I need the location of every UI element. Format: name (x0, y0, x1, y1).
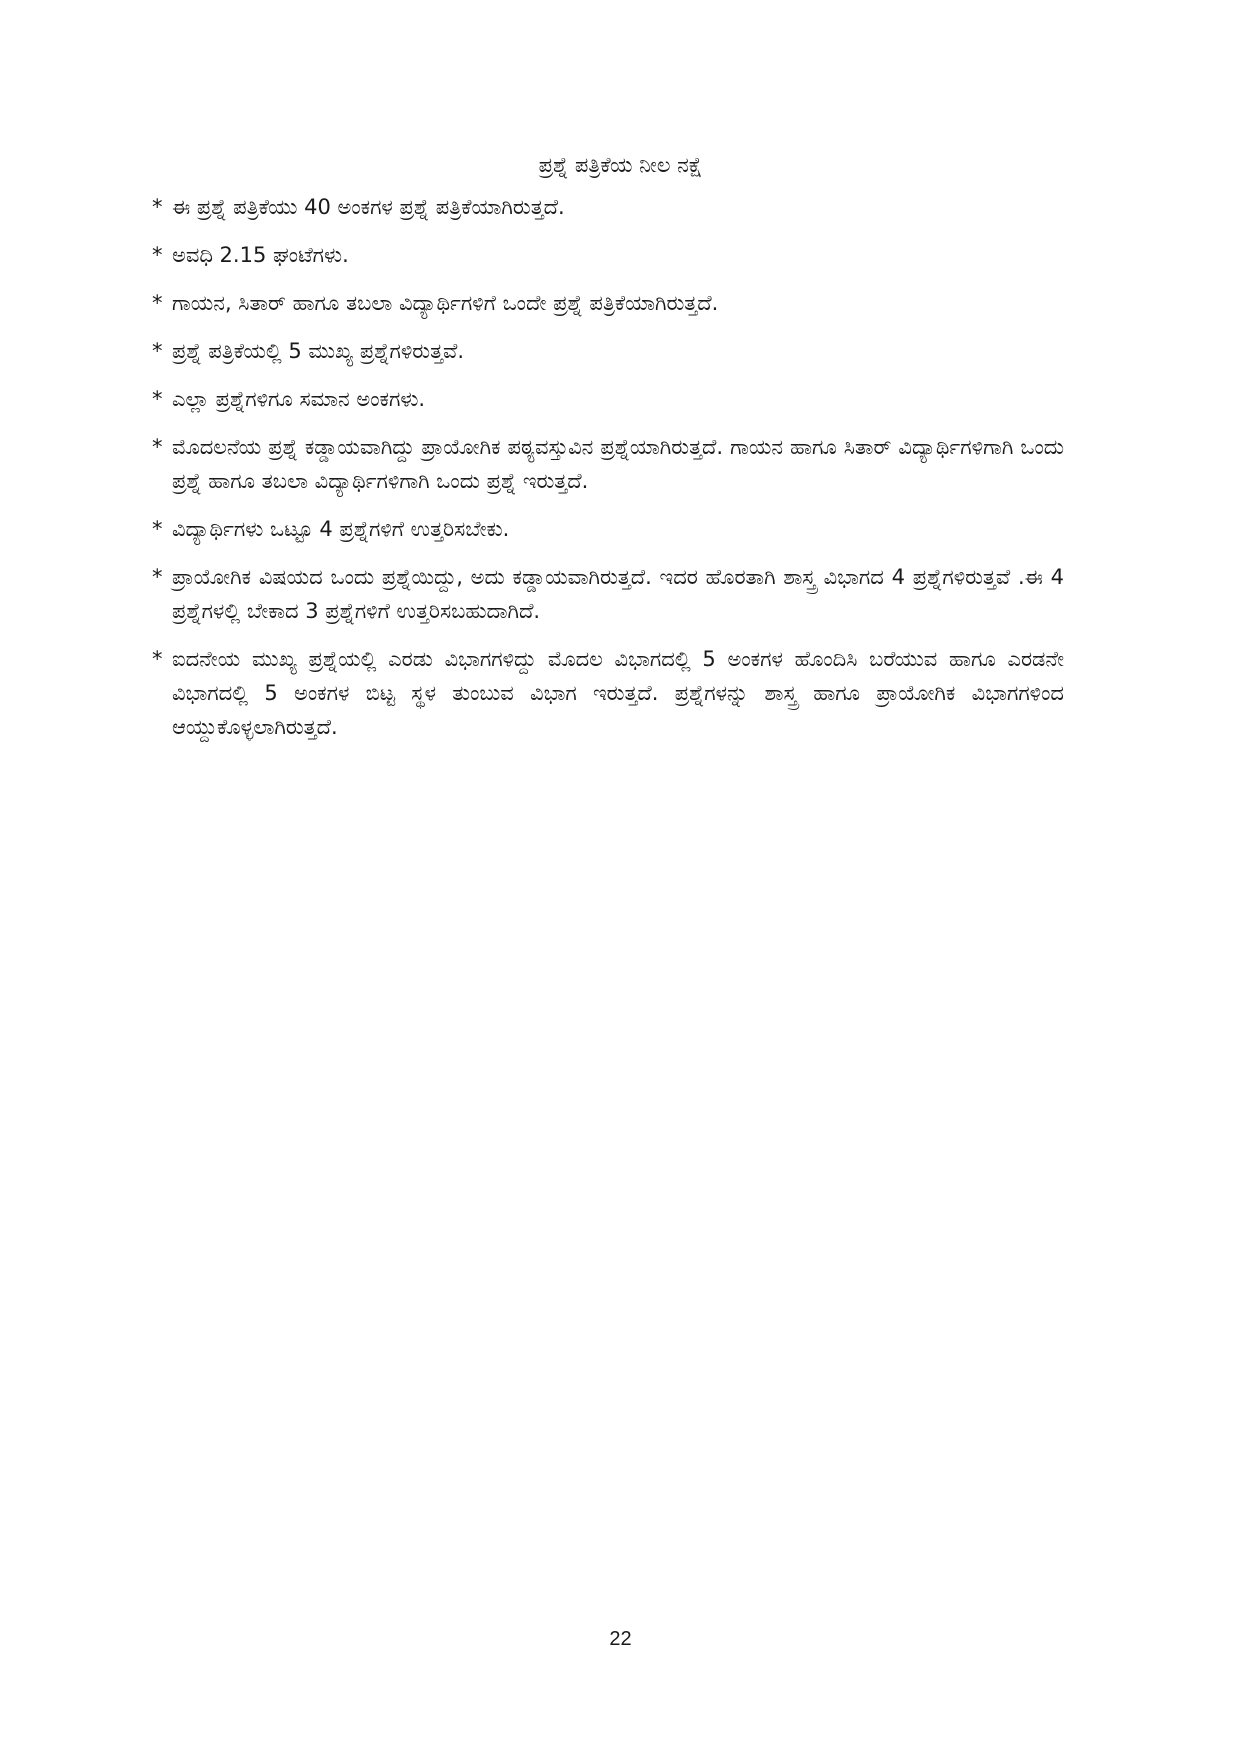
list-item-text: ಐದನೇಯ ಮುಖ್ಯ ಪ್ರಶ್ನೆಯಲ್ಲಿ ಎರಡು ವಿಭಾಗಗಳಿದ್ದು ಮೊದಲ ವಿಭಾಗದಲ್ಲಿ 5 ಅಂಕಗಳ ಹೊಂದಿಸಿ ಬರೆಯುವ ಹಾಗೂ ಎರಡನೇ ವಿಭಾಗದಲ್ಲಿ 5 ಅಂಕಗಳ ಬಿಟ್ಟ ಸ್ಥಳ ತುಂಬುವ ವಿಭಾಗ ಇರುತ್ತದೆ. ಪ್ರಶ್ನೆಗಳನ್ನು ಶಾಸ್ತ್ರ ಹಾಗೂ ಪ್ರಾಯೋಗಿಕ ವಿಭಾಗಗಳಿಂದ ಆಯ್ದುಕೊಳ್ಳಲಾಗಿರುತ್ತದೆ. (172, 647, 1064, 739)
instruction-list (152, 190, 1064, 758)
list-item-text: ಮೊದಲನೆಯ ಪ್ರಶ್ನೆ ಕಡ್ಡಾಯವಾಗಿದ್ದು ಪ್ರಾಯೋಗಿಕ ಪಠ್ಯವಸ್ತುವಿನ ಪ್ರಶ್ನೆಯಾಗಿರುತ್ತದೆ. ಗಾಯನ ಹಾಗೂ ಸಿತಾರ್ ವಿದ್ಯಾರ್ಥಿಗಳಿಗಾಗಿ ಒಂದು ಪ್ರಶ್ನೆ ಹಾಗೂ ತಬಲಾ ವಿದ್ಯಾರ್ಥಿಗಳಿಗಾಗಿ ಒಂದು ಪ್ರಶ್ನೆ ಇರುತ್ತದೆ. (172, 435, 1064, 493)
list-item (152, 190, 1064, 224)
bullet-star: * (152, 517, 163, 541)
list-item (152, 642, 1064, 744)
list-item-text: ಪ್ರಶ್ನೆ ಪತ್ರಿಕೆಯಲ್ಲಿ 5 ಮುಖ್ಯ ಪ್ರಶ್ನೆಗಳಿರುತ್ತವೆ. (172, 339, 464, 363)
bullet-star: * (152, 243, 163, 267)
bullet-star: * (152, 291, 163, 315)
bullet-star: * (152, 339, 163, 363)
page-number: 22 (609, 1628, 632, 1650)
bullet-star: * (152, 387, 163, 411)
list-item (152, 382, 1064, 416)
bullet-star: * (152, 647, 163, 671)
list-item-text: ಅವಧಿ 2.15 ಘಂಟೆಗಳು. (172, 243, 349, 267)
bullet-star: * (152, 435, 163, 459)
list-item (152, 238, 1064, 272)
bullet-star: * (152, 565, 163, 589)
list-item-text: ಎಲ್ಲಾ ಪ್ರಶ್ನೆಗಳಿಗೂ ಸಮಾನ ಅಂಕಗಳು. (172, 387, 426, 411)
list-item-text: ಈ ಪ್ರಶ್ನೆ ಪತ್ರಿಕೆಯು 40 ಅಂಕಗಳ ಪ್ರಶ್ನೆ ಪತ್ರಿಕೆಯಾಗಿರುತ್ತದೆ. (172, 195, 565, 219)
list-item-text: ಪ್ರಾಯೋಗಿಕ ವಿಷಯದ ಒಂದು ಪ್ರಶ್ನೆಯಿದ್ದು, ಅದು ಕಡ್ಡಾಯವಾಗಿರುತ್ತದೆ. ಇದರ ಹೊರತಾಗಿ ಶಾಸ್ತ್ರ ವಿಭಾಗದ 4 ಪ್ರಶ್ನೆಗಳಿರುತ್ತವೆ .ಈ 4 ಪ್ರಶ್ನೆಗಳಲ್ಲಿ ಬೇಕಾದ 3 ಪ್ರಶ್ನೆಗಳಿಗೆ ಉತ್ತರಿಸಬಹುದಾಗಿದೆ. (172, 565, 1064, 623)
list-item (152, 512, 1064, 546)
list-item-text: ಗಾಯನ, ಸಿತಾರ್ ಹಾಗೂ ತಬಲಾ ವಿದ್ಯಾರ್ಥಿಗಳಿಗೆ ಒಂದೇ ಪ್ರಶ್ನೆ ಪತ್ರಿಕೆಯಾಗಿರುತ್ತದೆ. (172, 291, 719, 315)
page-title: ಪ್ರಶ್ನೆ ಪತ್ರಿಕೆಯ ನೀಲ ನಕ್ಷೆ (538, 153, 703, 177)
list-item-text: ವಿದ್ಯಾರ್ಥಿಗಳು ಒಟ್ಟೂ 4 ಪ್ರಶ್ನೆಗಳಿಗೆ ಉತ್ತರಿಸಬೇಕು. (172, 517, 510, 541)
list-item (152, 560, 1064, 628)
list-item (152, 334, 1064, 368)
list-item (152, 430, 1064, 498)
bullet-star: * (152, 195, 163, 219)
list-item (152, 286, 1064, 320)
